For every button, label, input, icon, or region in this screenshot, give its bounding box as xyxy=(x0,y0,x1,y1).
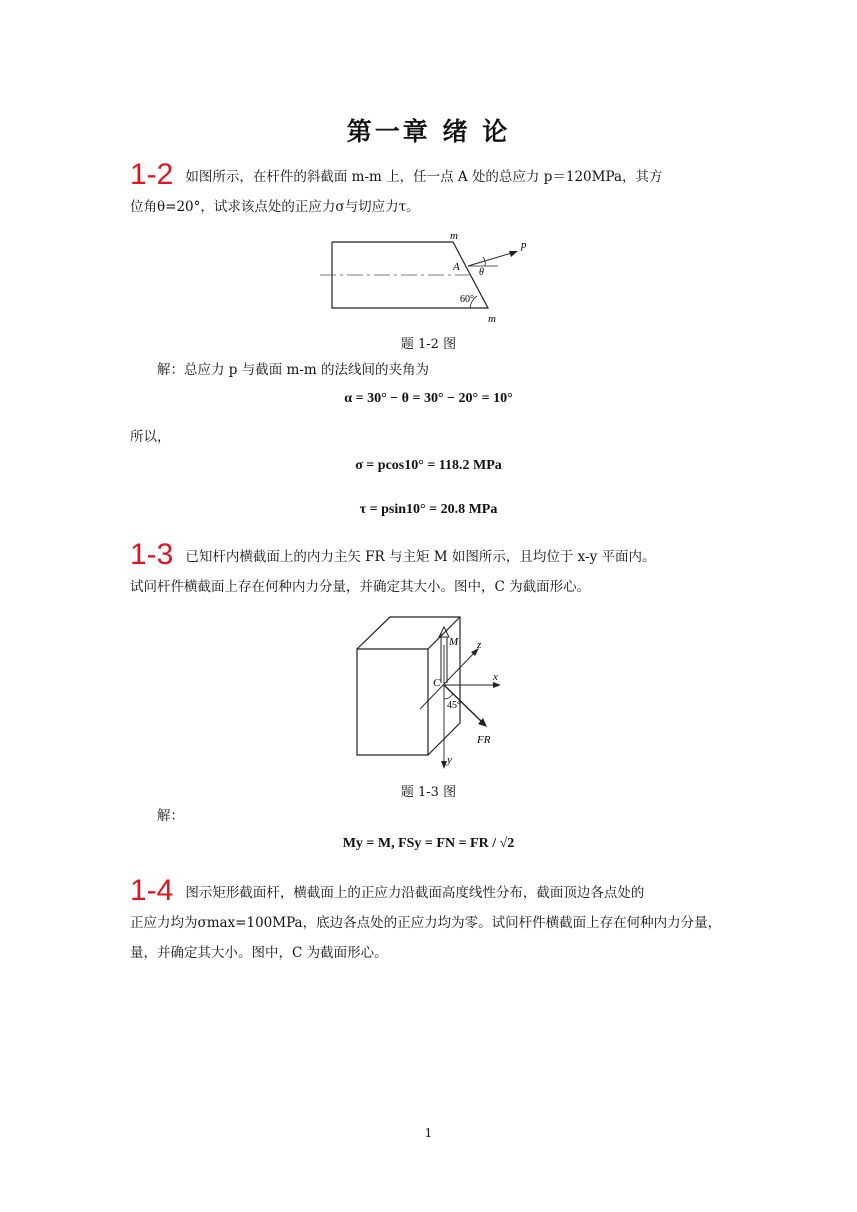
label-M: M xyxy=(449,636,459,648)
label-C: C xyxy=(433,677,441,689)
label-y: y xyxy=(447,754,452,766)
problem-1-2-text xyxy=(130,160,730,222)
problem-line: 正应力均为σmax=100MPa，底边各点处的正应力均为零。试问杆件横截面上存在何种内力分量， xyxy=(130,915,722,931)
problem-line: 位角θ=20°，试求该点处的正应力σ与切应力τ。 xyxy=(130,199,420,215)
problem-number: 1-3 xyxy=(130,538,174,571)
problem-line: 试问杆件横截面上存在何种内力分量，并确定其大小。图中，C 为截面形心。 xyxy=(130,579,591,595)
formula-tau: τ = psin10° = 20.8 MPa xyxy=(359,502,498,517)
box-front xyxy=(357,649,428,755)
stress-vector xyxy=(468,252,515,266)
label-A: A xyxy=(453,261,460,273)
formula-alpha: α = 30° − θ = 30° − 20° = 10° xyxy=(344,391,513,406)
problem-1-3-text xyxy=(130,540,730,602)
problem-number: 1-4 xyxy=(130,874,174,907)
label-angle: 45° xyxy=(447,700,461,711)
problem-1-4-text xyxy=(130,876,730,968)
problem-line: 图示矩形截面杆，横截面上的正应力沿截面高度线性分布，截面顶边各点处的 xyxy=(185,885,645,901)
label-z: z xyxy=(477,639,482,651)
problem-number: 1-2 xyxy=(130,158,174,191)
label-p: p xyxy=(521,239,527,251)
label-FR: FR xyxy=(477,734,491,746)
formula-forces: My = M, FSy = FN = FR / √2 xyxy=(342,836,515,851)
label-x: x xyxy=(493,671,498,683)
problem-line: 如图所示，在杆件的斜截面 m-m 上，任一点 A 处的总应力 p＝120MPa，其方 xyxy=(185,169,663,185)
figure-1-2 xyxy=(320,230,540,325)
formula-sigma: σ = pcos10° = 118.2 MPa xyxy=(355,458,502,473)
solution-intro: 解： xyxy=(157,808,184,824)
label-m-bottom: m xyxy=(488,313,496,325)
page-number: 1 xyxy=(424,1126,433,1140)
figure-1-3 xyxy=(345,605,520,775)
chapter-title: 第一章 绪 论 xyxy=(346,117,511,146)
label-theta: θ xyxy=(479,267,484,278)
angle-arc xyxy=(444,694,453,699)
label-m-top: m xyxy=(450,230,458,242)
arrowhead xyxy=(509,251,518,257)
problem-line: 已知杆内横截面上的内力主矢 FR 与主矩 M 如图所示，且均位于 x-y 平面内。 xyxy=(185,549,656,565)
solution-intro: 解：总应力 p 与截面 m-m 的法线间的夹角为 xyxy=(157,362,429,378)
problem-line: 量，并确定其大小。图中，C 为截面形心。 xyxy=(130,945,388,961)
figure-caption: 题 1-2 图 xyxy=(400,337,457,352)
figure-caption: 题 1-3 图 xyxy=(400,785,457,800)
so-text: 所以， xyxy=(130,429,171,445)
label-angle: 60° xyxy=(460,294,474,305)
